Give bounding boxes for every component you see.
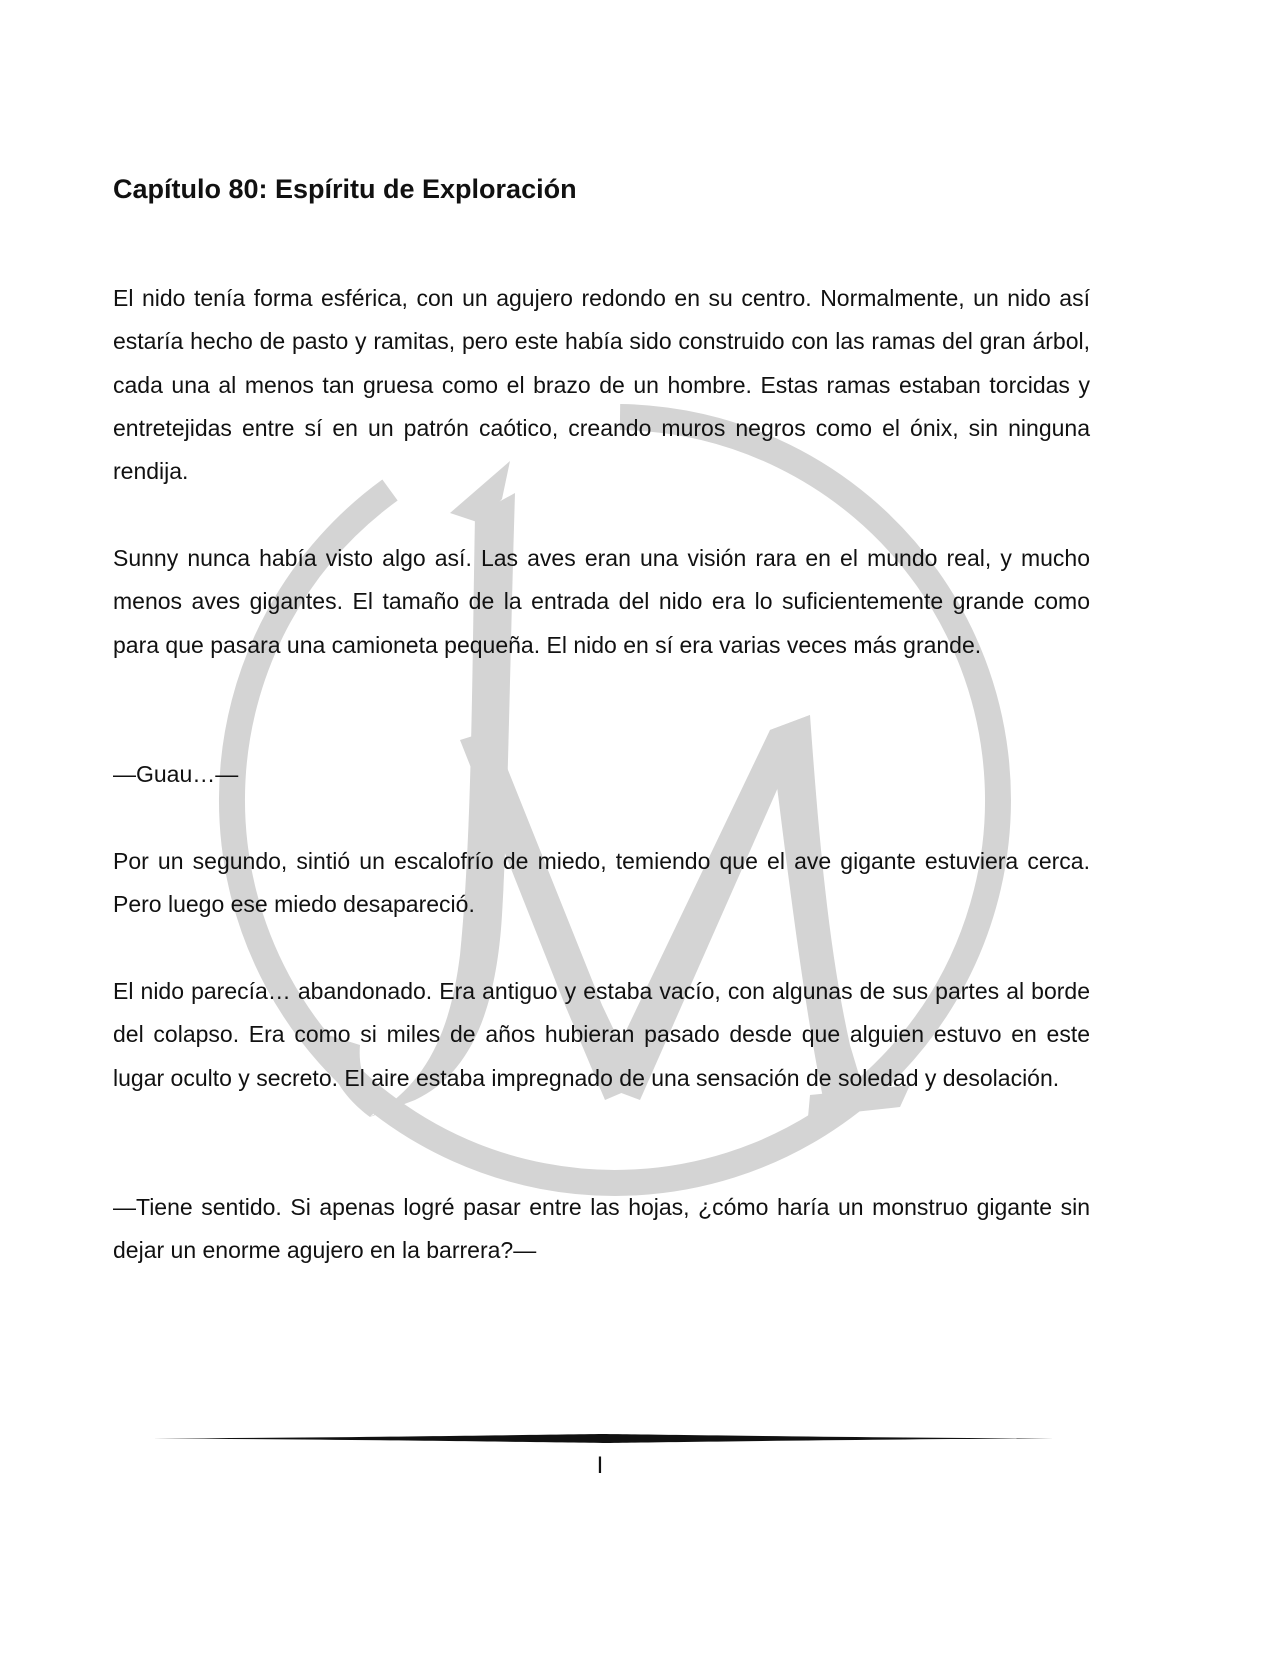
paragraph: Por un segundo, sintió un escalofrío de miedo, temiendo que el ave gigante estuviera cerca. Pero luego ese miedo desapareció.	[113, 848, 1090, 918]
paragraph: El nido tenía forma esférica, con un agujero redondo en su centro. Normalmente, un nido así estaría hecho de pasto y ramitas, pero este había sido construido con las ramas del gran árbol, cada una al menos tan gruesa como el brazo de un hombre. Estas ramas estaban torcidas y entretejidas entre sí en un patrón caótico, creando muros negros como el ónix, sin ninguna rendija.	[113, 285, 1090, 485]
paragraph: El nido parecía… abandonado. Era antiguo y estaba vacío, con algunas de sus partes al borde del colapso. Era como si miles de años hubieran pasado desde que alguien estuvo en este lugar oculto y secreto. El aire estaba impregnado de una sensación de soledad y desolación.	[113, 978, 1090, 1091]
paragraph: Sunny nunca había visto algo así. Las aves eran una visión rara en el mundo real, y mucho menos aves gigantes. El tamaño de la entrada del nido era lo suficientemente grande como para que pasara una camioneta pequeña. El nido en sí era varias veces más grande.	[113, 545, 1090, 658]
dialogue-line: —Guau…—	[113, 761, 239, 787]
page-number: I	[596, 1452, 604, 1479]
dialogue-line: —Tiene sentido. Si apenas logré pasar entre las hojas, ¿cómo haría un monstruo gigante sin dejar un enorme agujero en la barrera?—	[113, 1194, 1090, 1264]
chapter-title: Capítulo 80: Espíritu de Exploración	[113, 174, 577, 204]
footer-divider	[152, 1434, 1054, 1443]
